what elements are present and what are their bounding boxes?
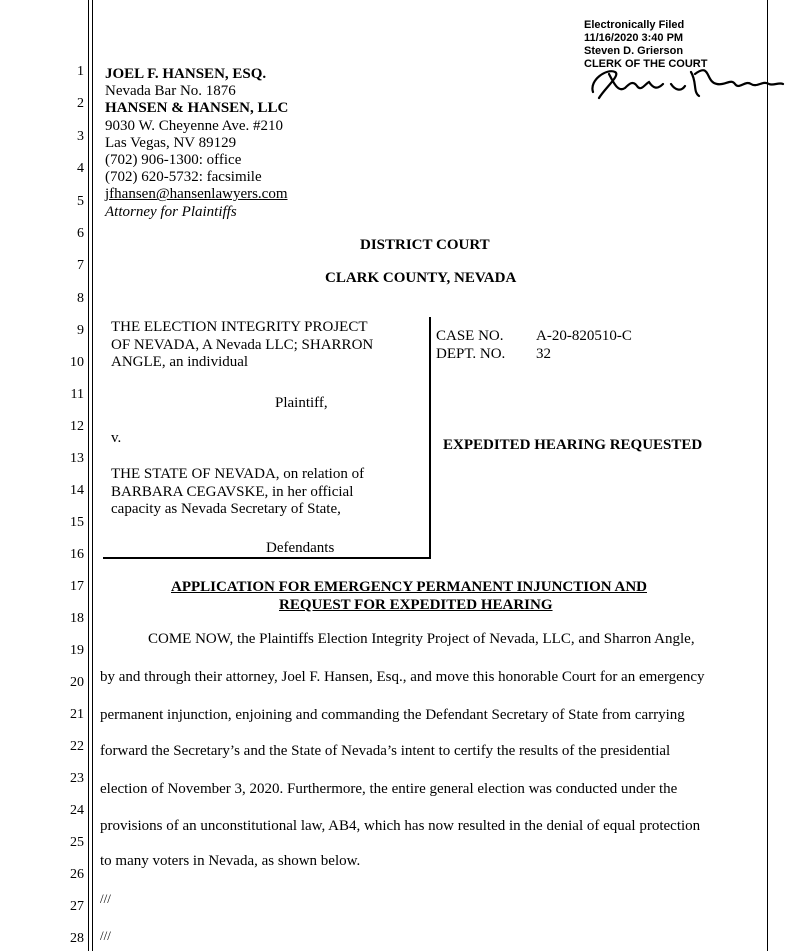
defendant-line: capacity as Nevada Secretary of State, [111,501,341,517]
line-number: 13 [70,451,84,466]
body-paragraph-line: COME NOW, the Plaintiffs Election Integrity Project of Nevada, LLC, and Sharron Angle, [148,631,695,647]
line-number: 3 [77,129,84,144]
attorney-role: Attorney for Plaintiffs [105,203,237,220]
plaintiff-line: ANGLE, an individual [111,354,249,370]
plaintiff-line: OF NEVADA, A Nevada LLC; SHARRON [111,336,374,353]
case-number-row [436,328,632,346]
line-number: 11 [70,387,84,402]
section-break-marker: /// [100,928,111,943]
case-no-value: A-20-820510-C [536,328,632,344]
line-number: 24 [70,803,84,818]
document-title-line2: REQUEST FOR EXPEDITED HEARING [279,597,553,613]
line-number: 16 [70,547,84,562]
line-number: 4 [77,161,84,176]
line-number: 14 [70,483,84,498]
firm-phone: (702) 906-1300: office [105,152,242,169]
clerk-signature [585,62,785,104]
body-paragraph-line: provisions of an unconstitutional law, AB4, which has now resulted in the denial of equal protection [100,818,701,834]
firm-address-city: Las Vegas, NV 89129 [105,134,237,151]
line-number: 27 [70,899,84,914]
caption-defendants [111,466,364,519]
expedited-hearing-notice: EXPEDITED HEARING REQUESTED [443,437,703,453]
line-number: 8 [77,291,84,306]
law-firm-name: HANSEN & HANSEN, LLC [105,100,289,117]
dept-no-value: 32 [536,346,551,362]
body-paragraph-line: by and through their attorney, Joel F. Hansen, Esq., and move this honorable Court for an emergency [100,669,705,685]
left-margin-rule-inner [92,0,93,951]
attorney-block [105,66,288,221]
caption-vertical-rule [429,317,431,559]
left-margin-rule-outer [88,0,89,951]
line-number: 7 [77,258,84,273]
versus: v. [111,430,122,446]
line-number: 22 [70,739,84,754]
plaintiff-line: THE ELECTION INTEGRITY PROJECT [111,319,368,335]
line-number: 17 [70,579,84,594]
defendant-label: Defendants [266,540,335,556]
line-number: 6 [77,226,84,241]
body-paragraph-line: to many voters in Nevada, as shown below. [100,853,361,869]
line-number: 26 [70,867,84,882]
body-paragraph-line: election of November 3, 2020. Furthermore, the entire general election was conducted under the [100,781,678,797]
stamp-clerk-name: Steven D. Grierson [584,45,684,57]
body-paragraph-line: forward the Secretary’s and the State of Nevada’s intent to certify the results of the presidential [100,743,671,759]
caption-bottom-rule [103,557,431,559]
firm-fax: (702) 620-5732: facsimile [105,169,262,186]
caption-plaintiffs [111,319,373,372]
defendant-line: BARBARA CEGAVSKE, in her official [111,483,354,500]
line-number: 2 [77,96,84,111]
line-number: 12 [70,419,84,434]
court-name: DISTRICT COURT [360,237,490,253]
defendant-line: THE STATE OF NEVADA, on relation of [111,466,365,482]
firm-address-street: 9030 W. Cheyenne Ave. #210 [105,117,284,134]
stamp-clerk-title: CLERK OF THE COURT [584,58,708,70]
line-number: 20 [70,675,84,690]
line-number: 23 [70,771,84,786]
stamp-filed-label: Electronically Filed [584,19,685,31]
right-margin-rule [767,0,768,951]
body-paragraph-line: permanent injunction, enjoining and commanding the Defendant Secretary of State from carrying [100,707,685,723]
stamp-datetime: 11/16/2020 3:40 PM [584,32,684,44]
line-number: 15 [70,515,84,530]
line-number: 18 [70,611,84,626]
line-number: 9 [77,323,84,338]
line-number: 25 [70,835,84,850]
line-number: 5 [77,194,84,209]
line-number: 19 [70,643,84,658]
line-number: 10 [70,355,84,370]
line-number: 21 [70,707,84,722]
dept-no-label: DEPT. NO. [436,346,506,362]
line-number: 1 [77,64,84,79]
case-no-label: CASE NO. [436,328,504,344]
court-county: CLARK COUNTY, NEVADA [325,270,517,286]
attorney-email-link[interactable]: jfhansen@hansenlawyers.com [105,186,288,203]
document-title-line1: APPLICATION FOR EMERGENCY PERMANENT INJUNCTION AND [171,579,647,595]
plaintiff-label: Plaintiff, [275,395,328,411]
line-number: 28 [70,931,84,946]
attorney-bar-number: Nevada Bar No. 1876 [105,83,236,100]
section-break-marker: /// [100,891,111,906]
attorney-name: JOEL F. HANSEN, ESQ. [105,66,267,82]
dept-number-row [436,346,551,364]
